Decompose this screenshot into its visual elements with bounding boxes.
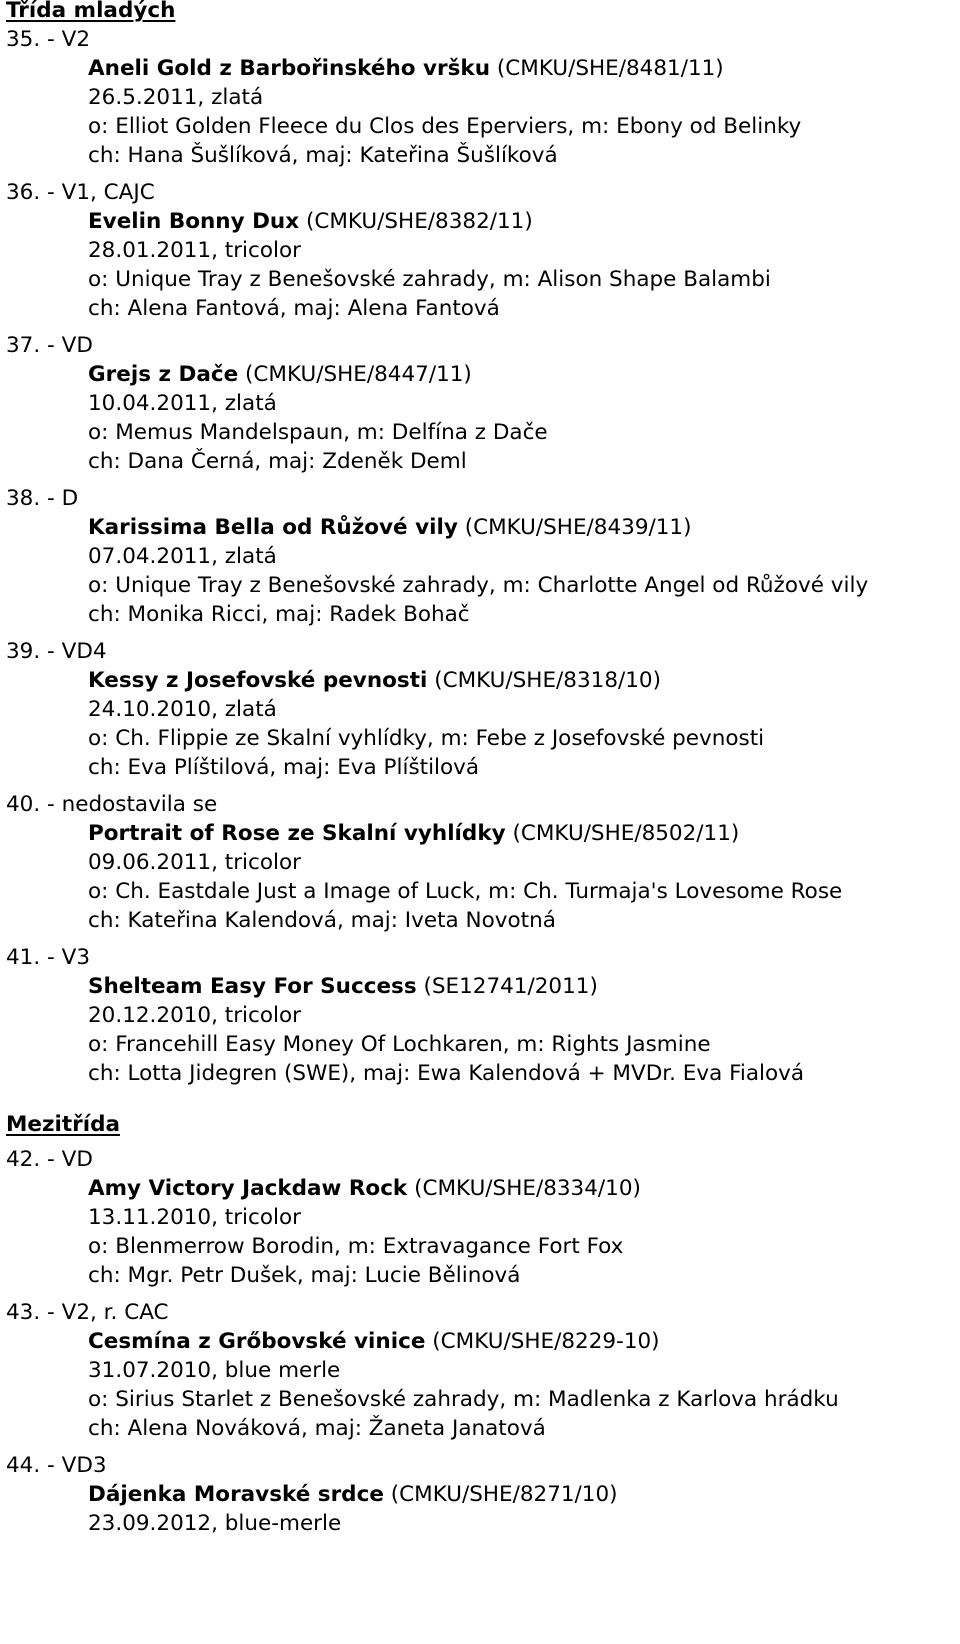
- breeder-owner: ch: Alena Fantová, maj: Alena Fantová: [88, 296, 500, 321]
- dog-entry: [6, 178, 956, 323]
- dog-entry: [6, 25, 956, 170]
- dog-details: [6, 819, 956, 935]
- dog-details: [6, 666, 956, 782]
- dog-name: Cesmína z Grőbovské vinice: [88, 1329, 426, 1354]
- parents: o: Blenmerrow Borodin, m: Extravagance Fort Fox: [88, 1234, 624, 1259]
- entry-number-grade: 39. - VD4: [6, 639, 107, 664]
- registration-number: (CMKU/SHE/8334/10): [414, 1176, 641, 1201]
- dog-entry: [6, 637, 956, 782]
- parents: o: Unique Tray z Benešovské zahrady, m: Alison Shape Balambi: [88, 267, 771, 292]
- birth-date-color: 10.04.2011, zlatá: [88, 391, 277, 416]
- dog-name: Aneli Gold z Barbořinského vršku: [88, 56, 491, 81]
- dog-entry: [6, 484, 956, 629]
- dog-name-line: [88, 513, 956, 542]
- parents: o: Elliot Golden Fleece du Clos des Eperviers, m: Ebony od Belinky: [88, 114, 802, 139]
- dog-entry: [6, 1145, 956, 1290]
- birth-date-color: 31.07.2010, blue merle: [88, 1358, 341, 1383]
- parents: o: Ch. Flippie ze Skalní vyhlídky, m: Febe z Josefovské pevnosti: [88, 726, 765, 751]
- birth-date-color: 24.10.2010, zlatá: [88, 697, 277, 722]
- registration-number: (CMKU/SHE/8439/11): [464, 515, 692, 540]
- breeder-owner: ch: Kateřina Kalendová, maj: Iveta Novotná: [88, 908, 556, 933]
- breeder-owner: ch: Monika Ricci, maj: Radek Bohač: [88, 602, 470, 627]
- dog-details: [6, 54, 956, 170]
- dog-details: [6, 1480, 956, 1538]
- dog-name: Grejs z Dače: [88, 362, 239, 387]
- parents: o: Sirius Starlet z Benešovské zahrady, m: Madlenka z Karlova hrádku: [88, 1387, 839, 1412]
- entry-number-grade: 38. - D: [6, 486, 79, 511]
- dog-details: [6, 972, 956, 1088]
- dog-details: [6, 1327, 956, 1443]
- registration-number: (CMKU/SHE/8382/11): [305, 209, 533, 234]
- birth-date-color: 13.11.2010, tricolor: [88, 1205, 301, 1230]
- dog-name: Shelteam Easy For Success: [88, 974, 417, 999]
- birth-date-color: 20.12.2010, tricolor: [88, 1003, 301, 1028]
- parents: o: Unique Tray z Benešovské zahrady, m: Charlotte Angel od Růžové vily: [88, 573, 869, 598]
- entry-number-grade: 35. - V2: [6, 27, 91, 52]
- dog-details: [6, 1174, 956, 1290]
- entry-number-grade: 41. - V3: [6, 945, 91, 970]
- breeder-owner: ch: Alena Nováková, maj: Žaneta Janatová: [88, 1416, 546, 1441]
- entry-number-grade: 40. - nedostavila se: [6, 792, 218, 817]
- entry-number-grade: 43. - V2, r. CAC: [6, 1300, 169, 1325]
- dog-entry: [6, 1298, 956, 1443]
- dog-name: Karissima Bella od Růžové vily: [88, 515, 458, 540]
- dog-details: [6, 207, 956, 323]
- entry-number-grade: 44. - VD3: [6, 1453, 107, 1478]
- birth-date-color: 26.5.2011, zlatá: [88, 85, 264, 110]
- dog-name: Portrait of Rose ze Skalní vyhlídky: [88, 821, 506, 846]
- dog-name-line: [88, 1174, 956, 1203]
- dog-name-line: [88, 207, 956, 236]
- registration-number: (CMKU/SHE/8271/10): [390, 1482, 618, 1507]
- dog-details: [6, 360, 956, 476]
- entry-number-grade: 37. - VD: [6, 333, 93, 358]
- registration-number: (CMKU/SHE/8447/11): [245, 362, 472, 387]
- parents: o: Francehill Easy Money Of Lochkaren, m: Rights Jasmine: [88, 1032, 711, 1057]
- dog-entry: [6, 790, 956, 935]
- dog-entry: [6, 331, 956, 476]
- breeder-owner: ch: Lotta Jidegren (SWE), maj: Ewa Kalendová + MVDr. Eva Fialová: [88, 1061, 805, 1086]
- registration-number: (CMKU/SHE/8481/11): [496, 56, 724, 81]
- birth-date-color: 28.01.2011, tricolor: [88, 238, 301, 263]
- dog-name-line: [88, 972, 956, 1001]
- breeder-owner: ch: Mgr. Petr Dušek, maj: Lucie Bělinová: [88, 1263, 521, 1288]
- dog-name-line: [88, 360, 956, 389]
- birth-date-color: 23.09.2012, blue-merle: [88, 1511, 342, 1536]
- dog-entry: [6, 1451, 956, 1538]
- dog-name-line: [88, 1327, 956, 1356]
- breeder-owner: ch: Hana Šušlíková, maj: Kateřina Šušlíková: [88, 143, 558, 168]
- parents: o: Ch. Eastdale Just a Image of Luck, m: Ch. Turmaja's Lovesome Rose: [88, 879, 843, 904]
- registration-number: (CMKU/SHE/8229-10): [432, 1329, 660, 1354]
- birth-date-color: 09.06.2011, tricolor: [88, 850, 301, 875]
- breeder-owner: ch: Eva Plíštilová, maj: Eva Plíštilová: [88, 755, 480, 780]
- registration-number: (CMKU/SHE/8502/11): [512, 821, 740, 846]
- breeder-owner: ch: Dana Černá, maj: Zdeněk Deml: [88, 449, 467, 474]
- registration-number: (SE12741/2011): [423, 974, 598, 999]
- dog-name: Amy Victory Jackdaw Rock: [88, 1176, 408, 1201]
- dog-name-line: [88, 54, 956, 83]
- dog-name: Dájenka Moravské srdce: [88, 1482, 384, 1507]
- document-page: [6, 0, 956, 1546]
- entry-number-grade: 36. - V1, CAJC: [6, 180, 155, 205]
- dog-name-line: [88, 666, 956, 695]
- section-title: Třída mladých: [6, 0, 176, 23]
- section-title: Mezitřída: [6, 1112, 121, 1137]
- parents: o: Memus Mandelspaun, m: Delfína z Dače: [88, 420, 548, 445]
- dog-name-line: [88, 1480, 956, 1509]
- registration-number: (CMKU/SHE/8318/10): [434, 668, 661, 693]
- entry-number-grade: 42. - VD: [6, 1147, 93, 1172]
- dog-name: Kessy z Josefovské pevnosti: [88, 668, 428, 693]
- dog-name: Evelin Bonny Dux: [88, 209, 300, 234]
- dog-entry: [6, 943, 956, 1088]
- dog-name-line: [88, 819, 956, 848]
- dog-details: [6, 513, 956, 629]
- birth-date-color: 07.04.2011, zlatá: [88, 544, 277, 569]
